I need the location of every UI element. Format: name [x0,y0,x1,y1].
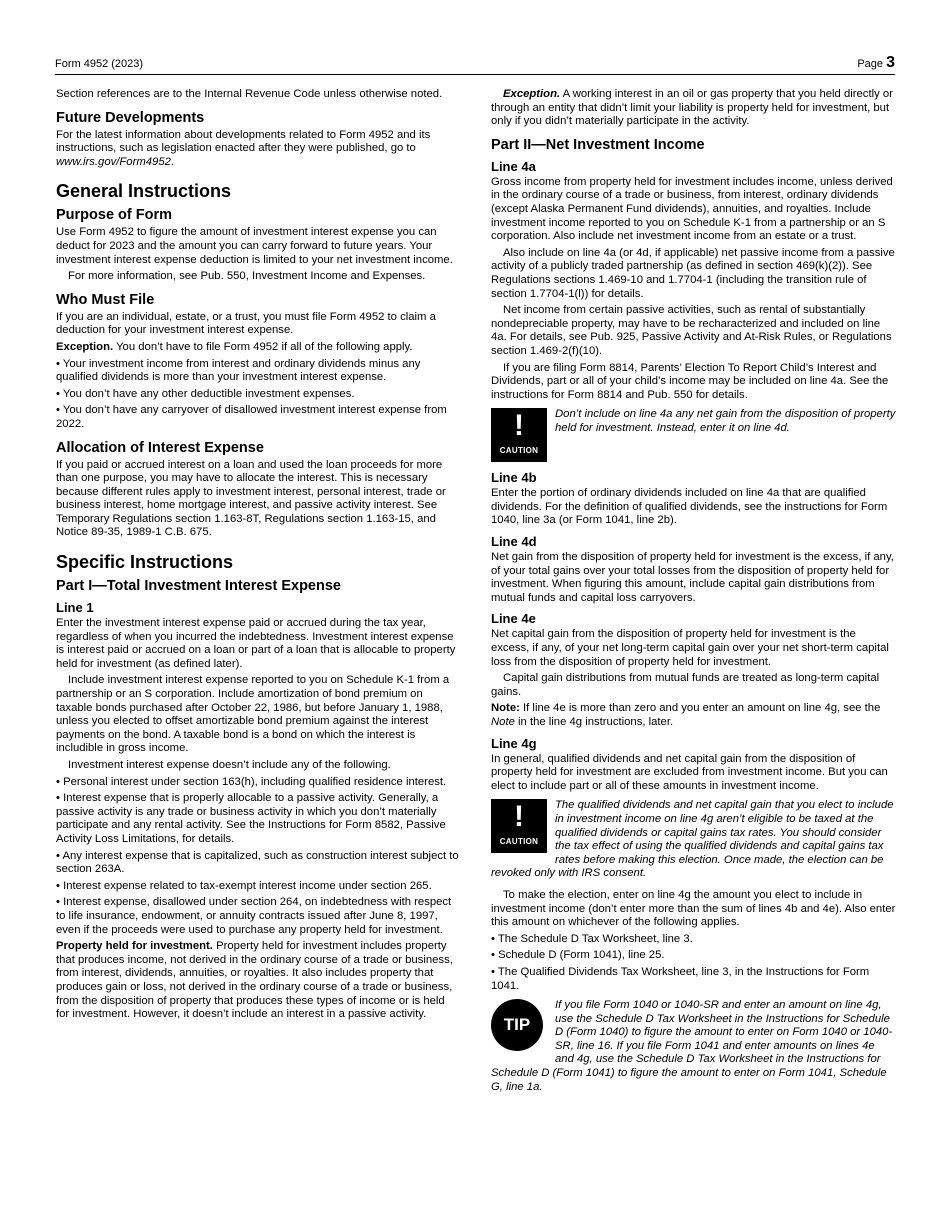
caution-note-line4g: ! CAUTION The qualified dividends and net capital gain that you elect to include in investment income on line 4g aren’t eligible to be taxed at the qualified dividends or capital gains tax rates. You should consider the tax effect of using the qualified dividends and capital gains tax rates before making this election. Once made, the election can be revoked only with IRS consent. [491,799,894,880]
page-header [55,54,895,75]
line4g-text-2: To make the election, enter on line 4g the amount you elect to include in investment income (don’t enter more than the sum of lines 4b and 4e). Also enter this amount on whichever of the following applies. [491,888,896,929]
tip-icon: TIP [491,999,543,1051]
line4a-text-2: Also include on line 4a (or 4d, if applicable) net passive income from a passive activity of a publicly traded partnership (as defined in section 469(k)(2)). See Regulations sections 1.469-10 and 1.7704-1 (including the transition rule of section 1.7704-1(l)) for details. [491,246,895,300]
intro-text: Section references are to the Internal Revenue Code unless otherwise noted. [56,88,443,100]
line4e-heading: Line 4e [491,611,536,627]
who-exception-text: Exception. You don’t have to file Form 4952 if all of the following apply. [56,340,413,353]
working-interest-exception: Exception. A working interest in an oil or gas property that you held directly or through an entity that didn’t limit your liability is property held for investment, but only if you didn’t materially participate in the activity. [491,88,893,128]
line1-text-1: Enter the investment interest expense paid or accrued during the tax year, regardless of when you incurred the indebtedness. Investment interest expense is interest paid or accrued on a loan or part of a loan that is allocable to property held for investment (as defined later). [56,617,456,670]
line4e-note: Note: If line 4e is more than zero and you enter an amount on line 4g, see the Note in the line 4g instructions, later. [491,702,881,728]
caution-icon: ! CAUTION [491,408,547,462]
list-item: • The Qualified Dividends Tax Worksheet, line 3, in the Instructions for Form 1041. [491,965,870,992]
line1-text-3: Investment interest expense doesn’t include any of the following. [68,759,391,771]
list-item: • You don’t have any carryover of disallowed investment interest expense from 2022. [56,404,447,430]
who-must-file-text: If you are an individual, estate, or a trust, you must file Form 4952 to claim a deduction for your investment interest expense. [56,310,436,337]
future-developments-text: For the latest information about developments related to Form 4952 and its instructions, such as legislation enacted after they were published, go to www.irs.gov/Form4952. [56,128,431,168]
line4a-heading: Line 4a [491,158,536,174]
allocation-heading: Allocation of Interest Expense [56,439,264,456]
list-item: • Personal interest under section 163(h), including qualified residence interest. [56,775,447,788]
form-label: Form 4952 (2023) [55,58,144,70]
irs-url-link[interactable]: www.irs.gov/Form4952 [56,155,171,168]
page-number: Page 3 [857,54,895,71]
line4a-text-1: Gross income from property held for investment includes income, unless derived in the ordinary course of a trade or business, from interest, ordinary dividends (except Alaska Permanent Fund dividends), annuities, and royalties. Include investment income reported to you on Schedule K-1 from a partnership or an S corporation. Also include net investment income from an estate or a trust. [491,175,893,243]
who-must-file-heading: Who Must File [56,291,155,308]
list-item: • Interest expense related to tax-exempt interest income under section 265. [56,879,432,892]
line4g-text-1: In general, qualified dividends and net capital gain from the disposition of property held for investment are excluded from investment income. But you can elect to include part or all of these amounts in investment income. [491,752,888,792]
part1-heading: Part I—Total Investment Interest Expense [56,578,341,595]
list-item: • Interest expense, disallowed under section 264, on indebtedness with respect to life insurance, endowment, or annuity contracts issued after June 8, 1997, even if the proceeds were used to purchase any property held for investment. [56,896,452,936]
allocation-text: If you paid or accrued interest on a loan and used the loan proceeds for more than one purpose, you may have to allocate the interest. This is necessary because different rules apply to investment interest, personal interest, trade or business interest, home mortgage interest, and passive activity interest. See Temporary Regulations section 1.163-8T, Regulations section 1.163-15, and Notice 89-35, 1989-1 C.B. 675. [56,458,446,539]
list-item: • Schedule D (Form 1041), line 25. [491,949,665,962]
left-column [56,88,460,1025]
caution-icon: ! CAUTION [491,799,547,853]
future-developments-heading: Future Developments [56,109,205,126]
property-held-text: Property held for investment. Property held for investment includes property that produces income, not derived in the ordinary course of a trade or business, from interest, dividends, annuities, or royalties. It also includes property that produces gain or loss, not derived in the ordinary course of a trade or business, from the disposition of property that produces these types of income or is held for investment. However, it doesn’t include an interest in a passive activity. [56,940,453,1021]
line4b-heading: Line 4b [491,470,537,486]
line4g-heading: Line 4g [491,735,537,751]
part2-heading: Part II—Net Investment Income [491,136,705,153]
list-item: • The Schedule D Tax Worksheet, line 3. [491,932,693,945]
line1-heading: Line 1 [56,600,94,616]
line4b-text: Enter the portion of ordinary dividends included on line 4a that are qualified dividends. For the definition of qualified dividends, see the instructions for Form 1040, line 3a (or Form 1041, line 2b). [491,487,888,527]
specific-instructions-heading: Specific Instructions [56,552,234,573]
purpose-heading: Purpose of Form [56,207,173,224]
tip-note: TIP If you file Form 1040 or 1040-SR and enter an amount on line 4g, use the Schedule D Tax Worksheet in the Instructions for Schedule D (Form 1040) to figure the amount to enter on Form 1040 or 1040-SR, line 16. If you file Form 1041 and enter amounts on lines 4e and 4g, use the Schedule D Tax Worksheet in the Instructions for Schedule D (Form 1041) to figure the amount to enter on Form 1041, Schedule G, line 1a. [491,999,893,1093]
general-instructions-heading: General Instructions [56,181,232,202]
line4e-text-2: Capital gain distributions from mutual funds are treated as long-term capital gains. [491,672,880,698]
list-item: • Interest expense that is properly allocable to a passive activity. Generally, a passive activity is any trade or business activity in which you don’t materially participate and any rental activity. See the Instructions for Form 8582, Passive Activity Loss Limitations, for details. [56,792,446,845]
line4a-text-3: Net income from certain passive activities, such as rental of substantially nondepreciable property, may have to be recharacterized and included on line 4a. For details, see Pub. 925, Passive Activity and At-Risk Rules, or Regulations section 1.469-2(f)(10). [491,304,892,357]
line4a-text-4: If you are filing Form 8814, Parents’ Election To Report Child’s Interest and Dividends, part or all of your child’s income may be included on line 4a. See the instructions for Form 8814 and Pub. 550 for details. [491,361,889,401]
line4d-text: Net gain from the disposition of property held for investment is the excess, if any, of your total gains over your total losses from the disposition of property held for investment. When figuring this amount, include capital gain distributions from mutual funds and capital loss carryovers. [491,551,894,604]
list-item: • Your investment income from interest and ordinary dividends minus any qualified dividends is more than your investment interest expense. [56,357,421,384]
list-item: • You don’t have any other deductible investment expenses. [56,387,355,400]
purpose-text-2: For more information, see Pub. 550, Investment Income and Expenses. [68,270,426,283]
line4e-text-1: Net capital gain from the disposition of property held for investment is the excess, if any, of your net long-term capital gain over your net short-term capital loss from the disposition of property held for investment. [491,628,889,668]
purpose-text-1: Use Form 4952 to figure the amount of investment interest expense you can deduct for 2023 and the amount you can carry forward to future years. Your investment interest expense deduction is limited to your net investment income. [56,226,453,266]
list-item: • Any interest expense that is capitalized, such as construction interest subject to section 263A. [56,849,459,876]
right-column [491,88,896,1102]
line1-text-2: Include investment interest expense reported to you on Schedule K-1 from a partnership or an S corporation. Include amortization of bond premium on taxable bonds purchased after October 22, 1986, but before January 1, 1988, unless you elected to offset amortizable bond premium against the interest payments on the bond. A taxable bond is a bond on which the interest is includible in gross income. [56,674,450,755]
caution-note-line4a: ! CAUTION Don’t include on line 4a any net gain from the disposition of property held for investment. Instead, enter it on line 4d. [491,408,896,462]
line4d-heading: Line 4d [491,534,537,550]
